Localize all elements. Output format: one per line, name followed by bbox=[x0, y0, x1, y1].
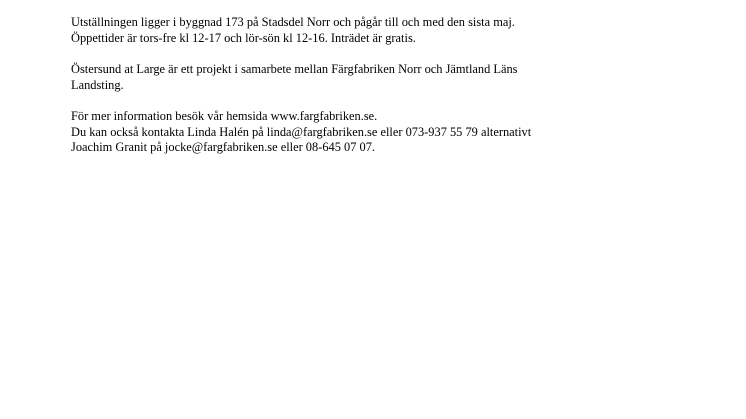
text-line: Östersund at Large är ett projekt i samarbete mellan Färgfabriken Norr och Jämtland Läns bbox=[71, 62, 518, 76]
document-body bbox=[71, 15, 711, 172]
text-line: För mer information besök vår hemsida www.fargfabriken.se. bbox=[71, 109, 378, 123]
text-line: Joachim Granit på jocke@fargfabriken.se eller 08-645 07 07. bbox=[71, 140, 375, 154]
text-line: Öppettider är tors-fre kl 12-17 och lör-sön kl 12-16. Inträdet är gratis. bbox=[71, 30, 416, 45]
text-line: Du kan också kontakta Linda Halén på linda@fargfabriken.se eller 073-937 55 79 alternativt bbox=[71, 124, 532, 139]
exhibition-info-paragraph bbox=[71, 15, 711, 46]
contact-info-paragraph bbox=[71, 109, 711, 156]
text-line: Landsting. bbox=[71, 77, 124, 92]
text-line: Utställningen ligger i byggnad 173 på Stadsdel Norr och pågår till och med den sista maj. bbox=[71, 15, 515, 29]
project-info-paragraph bbox=[71, 62, 711, 93]
